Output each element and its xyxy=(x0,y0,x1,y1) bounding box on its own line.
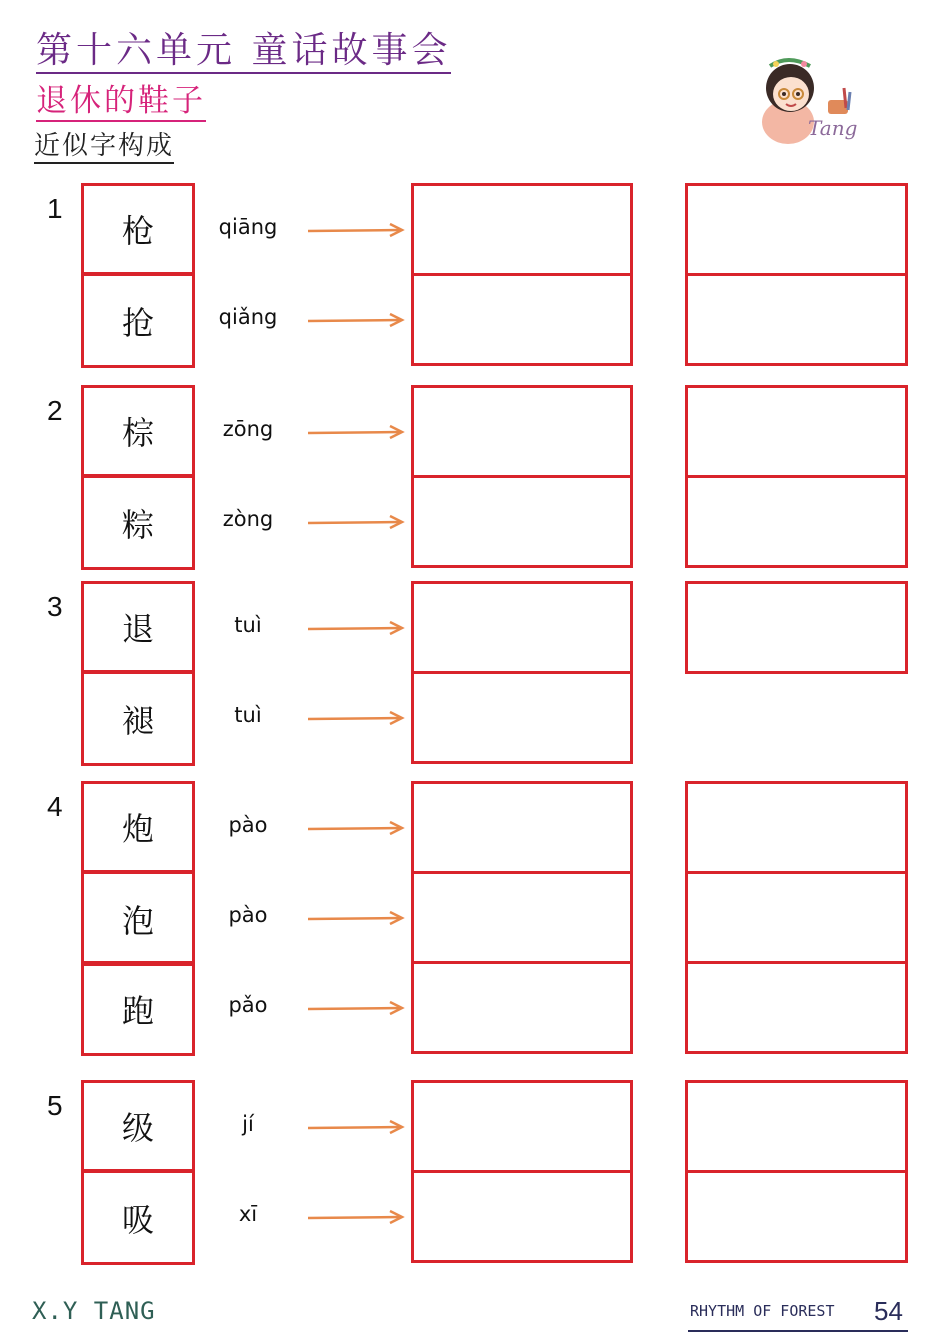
section-title: 近似字构成 xyxy=(34,130,174,164)
arrow-icon xyxy=(306,513,406,533)
pinyin-label: tuì xyxy=(234,613,262,637)
character-cell: 棕 xyxy=(81,385,195,477)
answer-row-divider xyxy=(685,475,908,478)
answer-row-divider xyxy=(411,475,633,478)
logo-text: Tang xyxy=(808,116,858,140)
character-cell: 粽 xyxy=(81,475,195,570)
pinyin-label: pǎo xyxy=(228,993,268,1017)
group-number: 2 xyxy=(47,395,63,426)
answer-box[interactable] xyxy=(685,781,908,1054)
character-cell: 炮 xyxy=(81,781,195,873)
character-cell: 级 xyxy=(81,1080,195,1172)
group-number: 5 xyxy=(47,1090,63,1121)
character-cell: 褪 xyxy=(81,671,195,766)
arrow-icon xyxy=(306,619,406,639)
pinyin-label: qiǎng xyxy=(218,305,278,329)
group-number: 4 xyxy=(47,791,63,822)
arrow-icon xyxy=(306,909,406,929)
answer-row-divider xyxy=(685,871,908,874)
footer-series: RHYTHM OF FOREST xyxy=(690,1302,835,1320)
arrow-icon xyxy=(306,709,406,729)
character-cell: 吸 xyxy=(81,1170,195,1265)
answer-row-divider xyxy=(411,671,633,674)
answer-row-divider xyxy=(685,1170,908,1173)
character-cell: 退 xyxy=(81,581,195,673)
arrow-icon xyxy=(306,819,406,839)
arrow-icon xyxy=(306,311,406,331)
arrow-icon xyxy=(306,1118,406,1138)
answer-row-divider xyxy=(411,961,633,964)
character-cell: 枪 xyxy=(81,183,195,275)
answer-box[interactable] xyxy=(685,581,908,674)
answer-row-divider xyxy=(411,1170,633,1173)
pinyin-label: jí xyxy=(242,1112,254,1136)
arrow-icon xyxy=(306,221,406,241)
page-number: 54 xyxy=(874,1296,903,1326)
answer-box[interactable] xyxy=(411,781,633,1054)
footer-divider xyxy=(688,1330,908,1332)
lesson-title: 退休的鞋子 xyxy=(36,82,206,122)
pinyin-label: zòng xyxy=(222,507,274,531)
group-number: 3 xyxy=(47,591,63,622)
pinyin-label: zōng xyxy=(222,417,274,441)
pinyin-label: qiāng xyxy=(218,215,278,239)
arrow-icon xyxy=(306,1208,406,1228)
answer-row-divider xyxy=(685,961,908,964)
arrow-icon xyxy=(306,999,406,1019)
arrow-icon xyxy=(306,423,406,443)
pinyin-label: xī xyxy=(238,1202,258,1226)
answer-row-divider xyxy=(685,273,908,276)
footer-author: X.Y TANG xyxy=(32,1297,156,1325)
character-cell: 抢 xyxy=(81,273,195,368)
character-cell: 泡 xyxy=(81,871,195,966)
answer-row-divider xyxy=(411,871,633,874)
unit-title: 第十六单元 童话故事会 xyxy=(36,30,451,74)
answer-row-divider xyxy=(411,273,633,276)
pinyin-label: pào xyxy=(228,813,268,837)
group-number: 1 xyxy=(47,193,63,224)
pinyin-label: pào xyxy=(228,903,268,927)
character-cell: 跑 xyxy=(81,961,195,1056)
pinyin-label: tuì xyxy=(234,703,262,727)
